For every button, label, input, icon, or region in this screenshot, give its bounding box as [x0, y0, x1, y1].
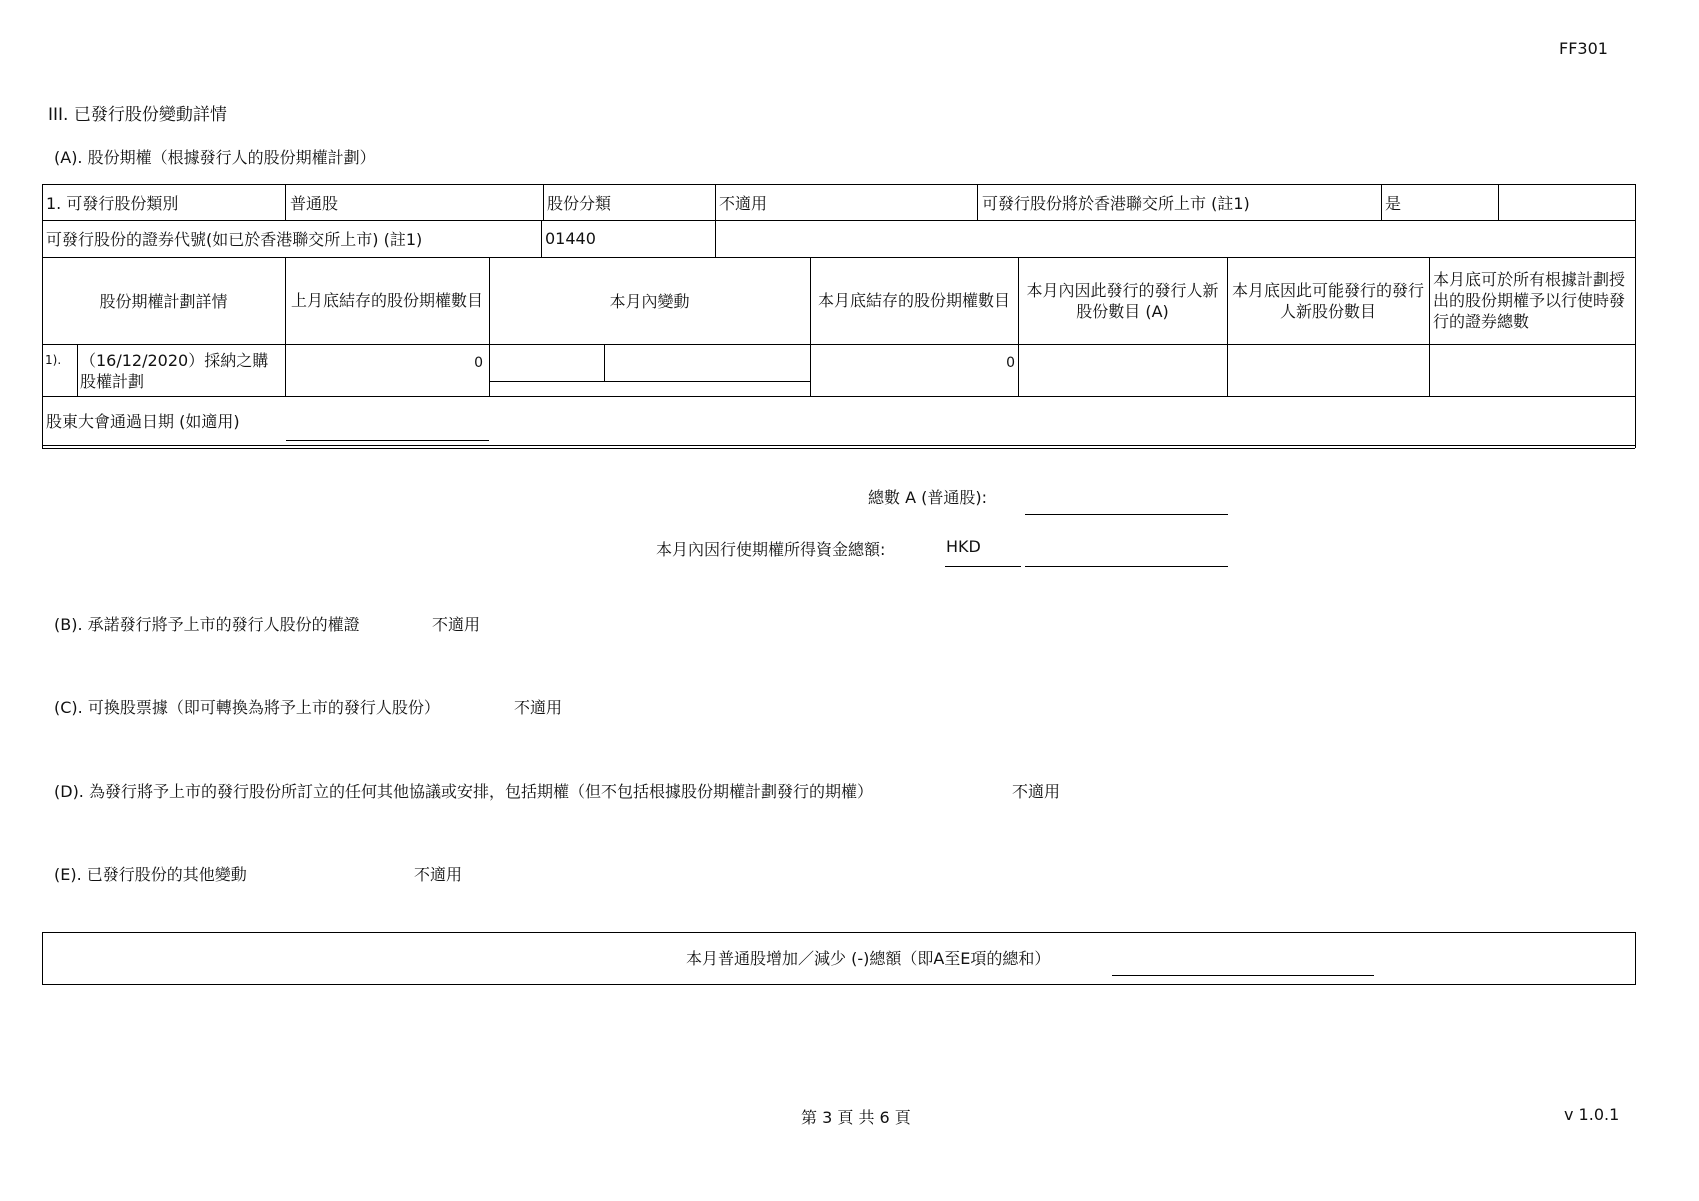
currency-underline — [945, 566, 1021, 567]
part-e-label: (E). 已發行股份的其他變動 — [54, 865, 247, 884]
share-classification-label: 股份分類 — [547, 193, 612, 213]
part-c-label: (C). 可換股票據（即可轉換為將予上市的發行人股份） — [54, 698, 440, 717]
header-prev-month-balance: 上月底結存的股份期權數目 — [290, 291, 483, 310]
total-a-label: 總數 A (普通股): — [868, 488, 987, 507]
header-new-shares-issued: 本月內因此發行的發行人新股份數目 (A) — [1026, 280, 1219, 321]
header-total-securities: 本月底可於所有根據計劃授出的股份期權予以行使時發行的證券總數 — [1433, 270, 1626, 331]
agm-date-field — [286, 440, 489, 441]
agm-date-label: 股東大會通過日期 (如適用) — [46, 412, 240, 431]
part-b-label: (B). 承諾發行將予上市的發行人股份的權證 — [54, 615, 360, 634]
issuable-share-class-value: 普通股 — [290, 193, 339, 213]
part-c-value: 不適用 — [514, 698, 563, 717]
issuable-share-class-label: 1. 可發行股份類別 — [46, 193, 179, 213]
plan-index: 1). — [45, 353, 62, 367]
prev-month-balance-value: 0 — [474, 355, 483, 371]
plan-name: （16/12/2020）採納之購股權計劃 — [80, 351, 269, 391]
total-change-label: 本月普通股增加／減少 (-)總額（即A至E項的總和） — [686, 949, 1051, 968]
part-e-value: 不適用 — [414, 865, 463, 884]
listed-on-hkex-value: 是 — [1385, 193, 1402, 213]
stock-code-value: 01440 — [545, 229, 596, 248]
part-b-value: 不適用 — [432, 615, 481, 634]
part-a-heading: (A). 股份期權（根據發行人的股份期權計劃） — [54, 148, 376, 167]
header-possible-new-shares: 本月底因此可能發行的發行人新股份數目 — [1231, 280, 1424, 321]
share-classification-value: 不適用 — [719, 193, 768, 213]
funds-raised-field — [1025, 566, 1228, 567]
total-a-field — [1025, 514, 1228, 515]
form-code: FF301 — [1559, 39, 1608, 58]
part-d-value: 不適用 — [1012, 782, 1061, 801]
stock-code-label: 可發行股份的證券代號(如已於香港聯交所上市) (註1) — [46, 230, 423, 249]
header-movement: 本月內變動 — [609, 292, 690, 311]
section-title: III. 已發行股份變動詳情 — [48, 105, 227, 125]
header-month-end-balance: 本月底結存的股份期權數目 — [817, 291, 1010, 310]
page-number: 第 3 頁 共 6 頁 — [801, 1108, 911, 1127]
total-change-field — [1112, 975, 1374, 976]
listed-on-hkex-label: 可發行股份將於香港聯交所上市 (註1) — [982, 193, 1250, 213]
funds-raised-label: 本月內因行使期權所得資金總額: — [656, 540, 886, 559]
month-end-balance-value: 0 — [1006, 355, 1015, 371]
funds-currency: HKD — [946, 537, 981, 556]
header-plan-details: 股份期權計劃詳情 — [99, 292, 228, 311]
version-label: v 1.0.1 — [1564, 1105, 1620, 1124]
part-d-label: (D). 為發行將予上市的發行股份所訂立的任何其他協議或安排，包括期權（但不包括根據股份期權計劃發行的期權） — [54, 782, 873, 801]
